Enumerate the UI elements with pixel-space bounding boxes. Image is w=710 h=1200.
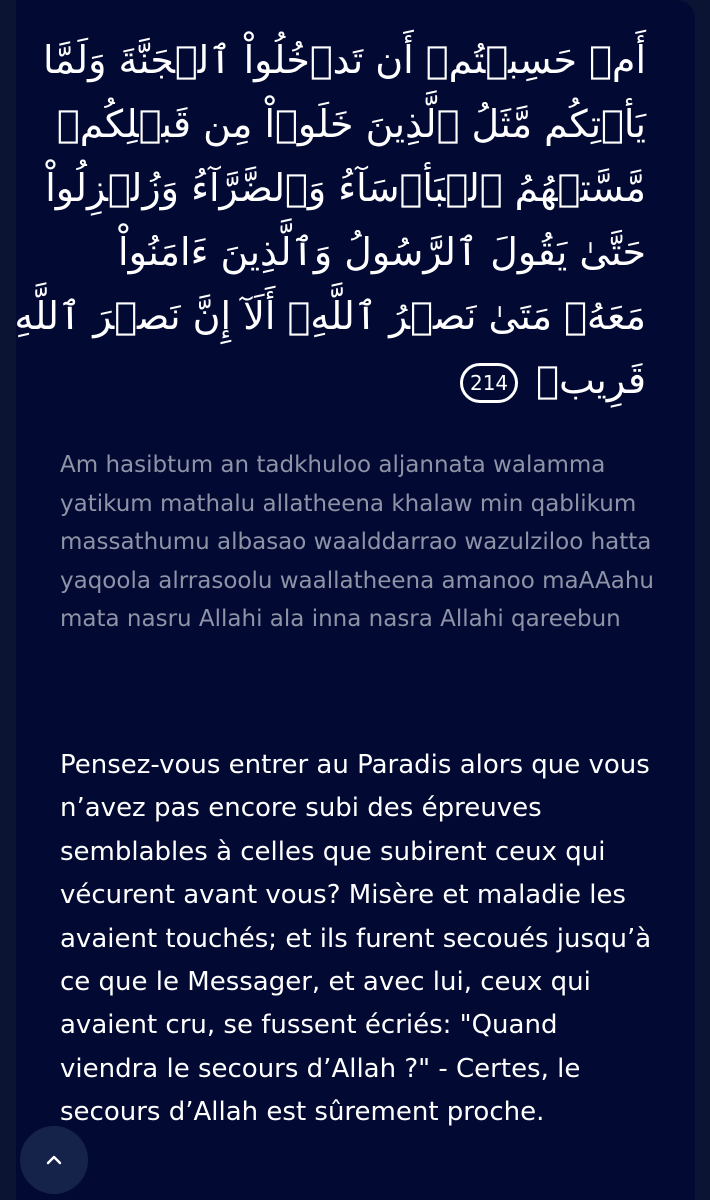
arabic-line: يَأۡتِكُم مَّثَلُ ٱلَّذِينَ خَلَوۡاْ مِن قَبۡلِكُمۖ [56, 102, 646, 146]
transliteration-text: Am hasibtum an tadkhuloo aljannata walamma yatikum mathalu allatheena khalaw min qablikum massathumu albasao waalddarrao wazulziloo hatta yaqoola alrrasoolu waallatheena amanoo maAAahu mata nasru Allahi ala inna nasra Allahi qareebun [60, 452, 654, 632]
arabic-line: أَمۡ حَسِبۡتُمۡ أَن تَدۡخُلُواْ ٱلۡجَنَّةَ وَلَمَّا [42, 38, 646, 82]
verse-number-badge: 214 [460, 363, 518, 403]
translation-text: Pensez-vous entrer au Paradis alors que vous n’avez pas encore subi des épreuves semblables à celles que subirent ceux qui vécurent avant vous? Misère et maladie les avaient touchés; et ils furent secoués jusqu’à ce que le Messager, et avec lui, ceux qui avaient cru, se fussent écriés: "Quand viendra le secours d’Allah ?" - Certes, le secours d’Allah est sûrement proche. [60, 750, 652, 1128]
chevron-up-icon [44, 1150, 64, 1170]
arabic-line: حَتَّىٰ يَقُولَ ٱلرَّسُولُ وَٱلَّذِينَ ءَامَنُواْ [118, 230, 646, 274]
arabic-line-last [32, 348, 646, 412]
scroll-to-top-button[interactable] [20, 1126, 88, 1194]
arabic-line: مَّسَّتۡهُمُ ٱلۡبَأۡسَآءُ وَٱلضَّرَّآءُ وَزُلۡزِلُواْ [45, 166, 646, 210]
arabic-verse [14, 28, 646, 412]
arabic-last-word: قَرِيبٞ [536, 358, 646, 402]
arabic-line: مَعَهُۥ مَتَىٰ نَصۡرُ ٱللَّهِۗ أَلَآ إِنَّ نَصۡرَ ٱللَّهِ [14, 294, 646, 338]
